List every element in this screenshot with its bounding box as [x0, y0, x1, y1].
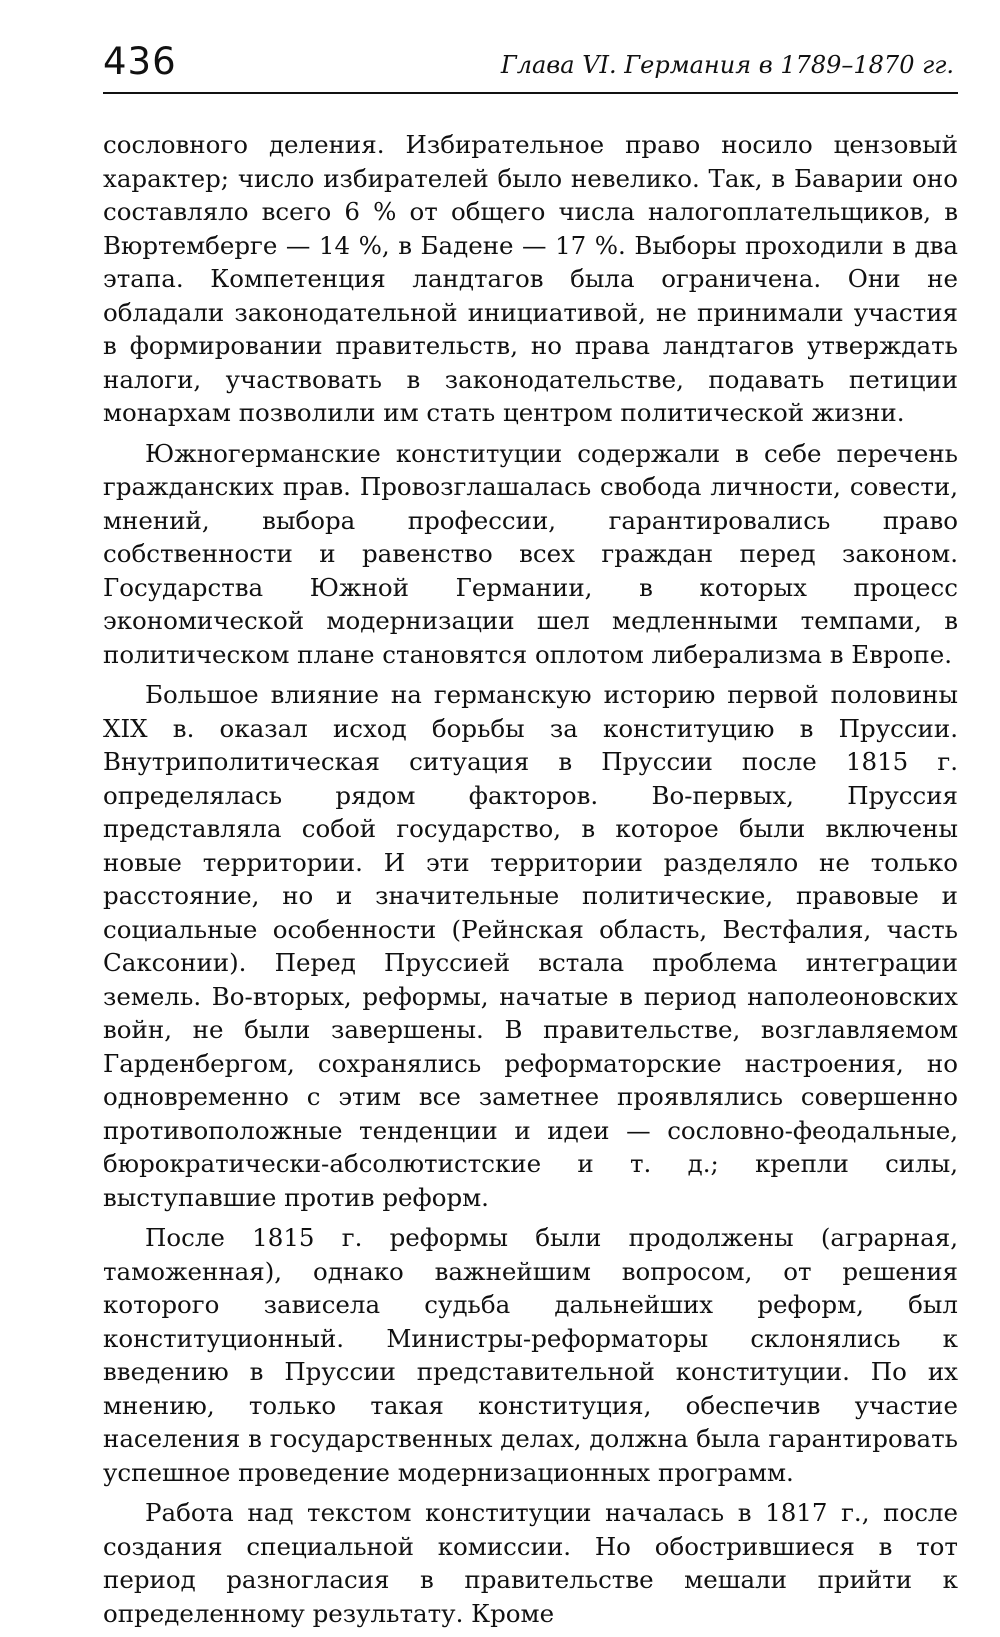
paragraph-continued: сословного деления. Избирательное право носило цензовый характер; число избирателей было невелико. Так, в Баварии оно составляло всего 6 % от общего числа налогоплательщиков, в Вюртемберге — 14 %, в Бадене — 17 %. Выборы проходили в два этапа. Компетенция ландтагов была ограничена. Они не обладали законодательной инициативой, не принимали участия в формировании правительств, но права ландтагов утверждать налоги, участвовать в законодательстве, подавать петиции монархам позволили им стать центром политической жизни.: [103, 130, 958, 427]
book-page: [103, 38, 958, 1637]
running-head: Глава VI. Германия в 1789–1870 гг.: [500, 51, 954, 79]
page-number: 436: [103, 40, 177, 83]
paragraph: Работа над текстом конституции началась в 1817 г., после создания специальной комиссии. Но обострившиеся в тот период разногласия в правительстве мешали прийти к определенному результату. Кроме: [103, 1498, 958, 1628]
page-header: [103, 38, 958, 94]
paragraph: Южногерманские конституции содержали в себе перечень гражданских прав. Провозглашалась свобода личности, совести, мнений, выбора профессии, гарантировались право собственности и равенство всех граждан перед законом. Государства Южной Германии, в которых процесс экономической модернизации шел медленными темпами, в политическом плане становятся оплотом либерализма в Европе.: [103, 438, 958, 669]
paragraph: После 1815 г. реформы были продолжены (аграрная, таможенная), однако важнейшим вопросом, от решения которого зависела судьба дальнейших реформ, был конституционный. Министры-реформаторы склонялись к введению в Пруссии представительной конституции. По их мнению, только такая конституция, обеспечив участие населения в государственных делах, должна была гарантировать успешное проведение модернизационных программ.: [103, 1223, 958, 1487]
body-text: [103, 128, 958, 1630]
paragraph: Большое влияние на германскую историю первой половины XIX в. оказал исход борьбы за конституцию в Пруссии. Внутриполитическая ситуация в Пруссии после 1815 г. определялась рядом факторов. Во-первых, Пруссия представляла собой государство, в которое были включены новые территории. И эти территории разделяло не только расстояние, но и значительные политические, правовые и социальные особенности (Рейнская область, Вестфалия, часть Саксонии). Перед Пруссией встала проблема интеграции земель. Во-вторых, реформы, начатые в период наполеоновских войн, не были завершены. В правительстве, возглавляемом Гарденбергом, сохранялись реформаторские настроения, но одновременно с этим все заметнее проявлялись совершенно противоположные тенденции и идеи — сословно-феодальные, бюрократически-абсолютистские и т. д.; крепли силы, выступавшие против реформ.: [103, 680, 958, 1212]
